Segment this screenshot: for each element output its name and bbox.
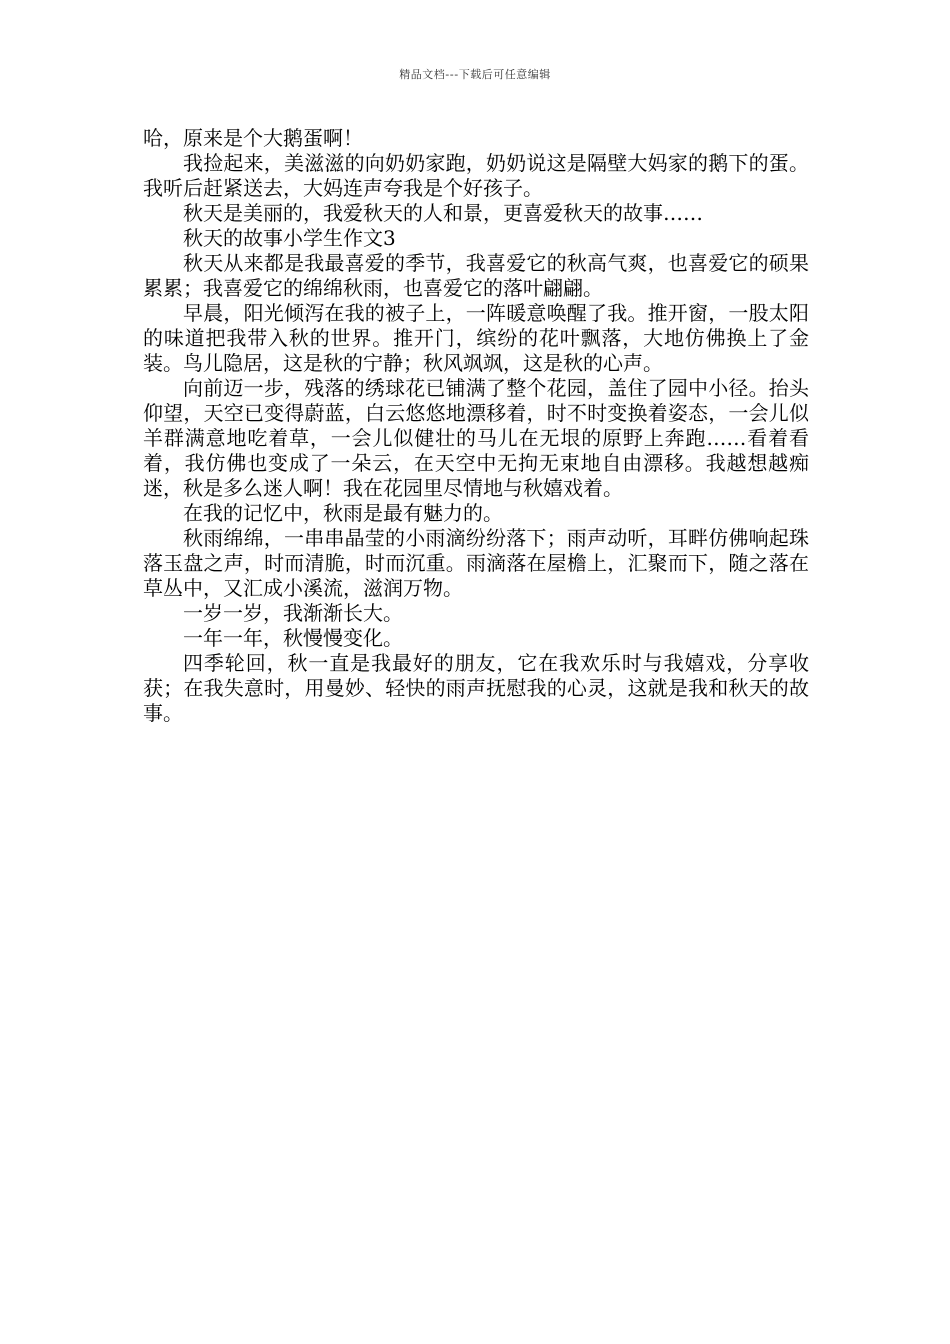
paragraph: 在我的记忆中，秋雨是最有魅力的。: [183, 501, 503, 525]
page-header: 精品文档---下载后可任意编辑: [399, 68, 551, 81]
paragraph: 向前迈一步，残落的绣球花已铺满了整个花园，盖住了园中小径。抬头仰望，天空已变得蔚蓝，白云悠悠地漂移着，时不时变换着姿态，一会儿似羊群满意地吃着草，一会儿似健壮的马儿在无垠的原野上奔跑……看着看着，我仿佛也变成了一朵云，在天空中无拘无束地自由漂移。我越想越痴迷，秋是多么迷人啊！我在花园里尽情地与秋嬉戏着。: [143, 376, 809, 500]
paragraph: 秋雨绵绵，一串串晶莹的小雨滴纷纷落下；雨声动听，耳畔仿佛响起珠落玉盘之声，时而清脆，时而沉重。雨滴落在屋檐上，汇聚而下，随之落在草丛中，又汇成小溪流，滋润万物。: [143, 526, 809, 600]
paragraph: 一岁一岁，我渐渐长大。: [183, 601, 403, 625]
paragraph: 我捡起来，美滋滋的向奶奶家跑，奶奶说这是隔壁大妈家的鹅下的蛋。我听后赶紧送去，大妈连声夸我是个好孩子。: [143, 151, 809, 200]
paragraph: 秋天是美丽的，我爱秋天的人和景，更喜爱秋天的故事……: [183, 201, 703, 225]
paragraph: 秋天从来都是我最喜爱的季节，我喜爱它的秋高气爽，也喜爱它的硕果累累；我喜爱它的绵绵秋雨，也喜爱它的落叶翩翩。: [143, 251, 809, 300]
section-title: 秋天的故事小学生作文3: [183, 226, 396, 250]
paragraph: 早晨，阳光倾泻在我的被子上，一阵暖意唤醒了我。推开窗，一股太阳的味道把我带入秋的世界。推开门，缤纷的花叶飘落，大地仿佛换上了金装。鸟儿隐居，这是秋的宁静；秋风飒飒，这是秋的心声。: [143, 301, 809, 375]
paragraph: 四季轮回，秋一直是我最好的朋友，它在我欢乐时与我嬉戏，分享收获；在我失意时，用曼妙、轻快的雨声抚慰我的心灵，这就是我和秋天的故事。: [143, 651, 809, 725]
paragraph: 哈，原来是个大鹅蛋啊！: [143, 126, 363, 150]
paragraph: 一年一年，秋慢慢变化。: [183, 626, 403, 650]
document-body: [143, 126, 809, 726]
